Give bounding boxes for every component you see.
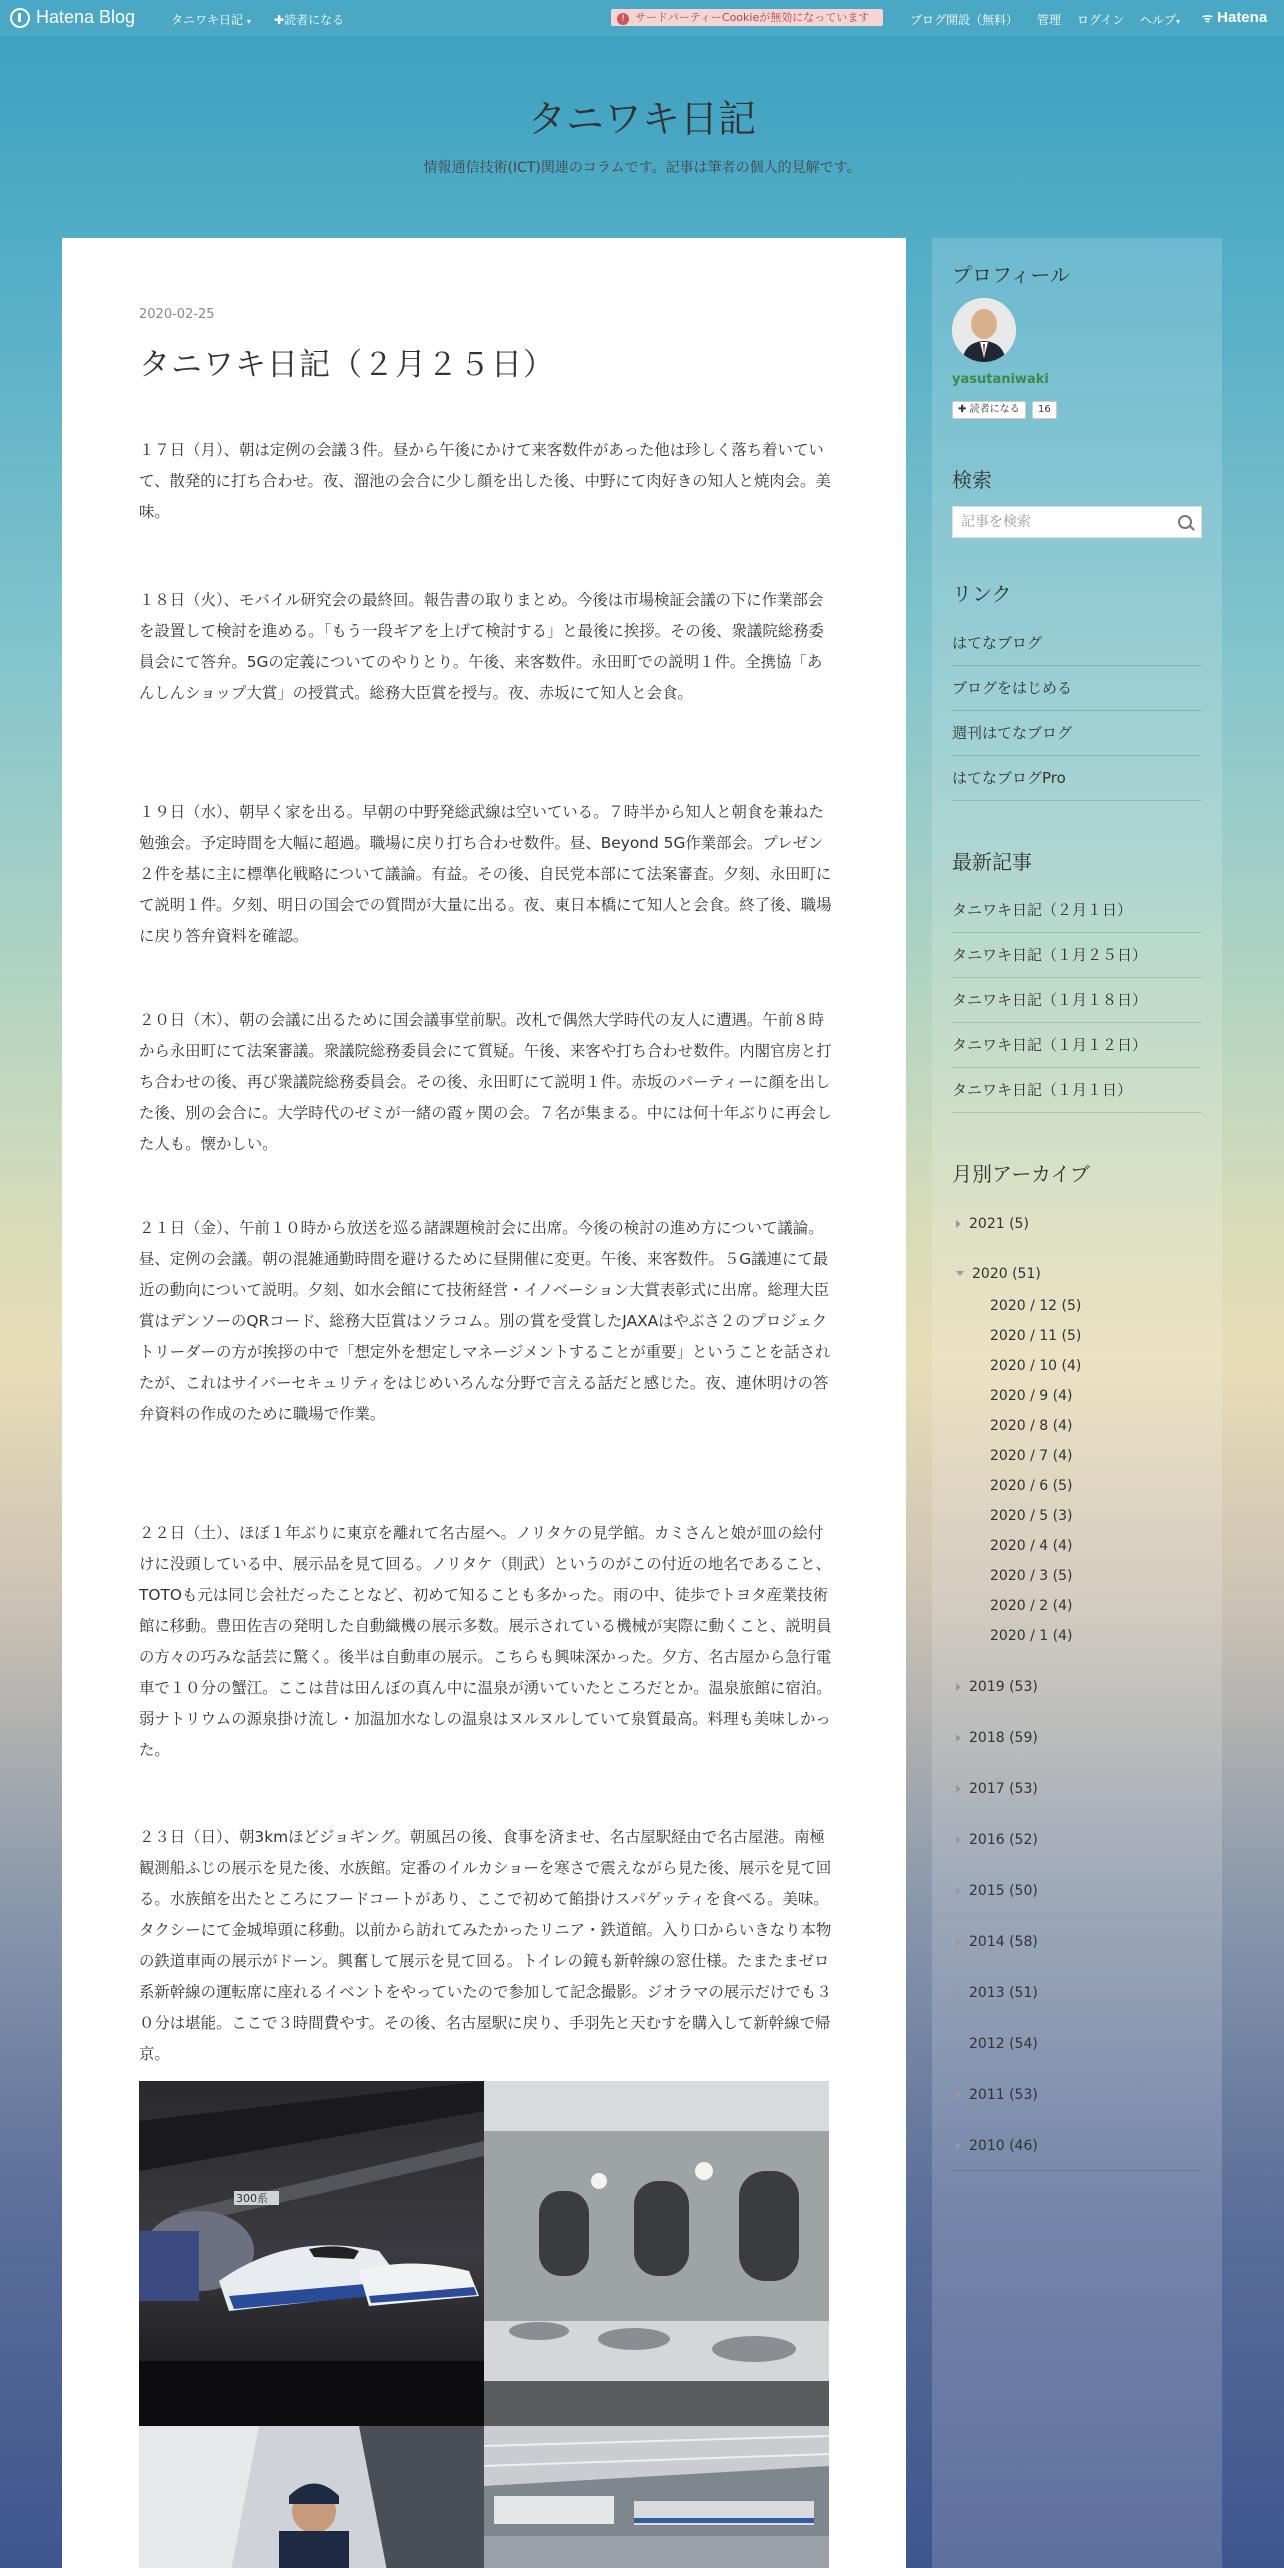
- archive-month[interactable]: 2020 / 10 (4): [990, 1358, 1082, 1374]
- links-list: [952, 621, 1202, 801]
- post-paragraph: ２２日（土）、ほぼ１年ぶりに東京を離れて名古屋へ。ノリタケの見学館。カミさんと娘が皿の絵付けに没頭している中、展示品を見て回る。ノリタケ（則武）というのがこの付近の地名であること、TOTOも元は同じ会社だったことなど、初めて知ることも多かった。雨の中、徒歩でトヨタ産業技術館に移動。豊田佐吉の発明した自動織機の展示多数。展示されている機械が実際に動くこと、説明員の方々の巧みな話芸に驚く。後半は自動車の展示。こちらも興味深かった。夕方、名古屋から急行電車で１０分の蟹江。ここは昔は田んぼの真ん中に温泉が湧いていたところだとか。温泉旅館に宿泊。弱ナトリウムの源泉掛け流し・加温加水なしの温泉はヌルヌルしていて泉質最高。料理も美味しかった。: [139, 1524, 832, 1759]
- recent-post-item[interactable]: タニワキ日記（１月２５日）: [952, 933, 1202, 978]
- recent-posts-list: [952, 888, 1202, 1113]
- post-paragraph: ２３日（日）、朝3kmほどジョギング。朝風呂の後、食事を済ませ、名古屋駅経由で名古屋港。南極観測船ふじの展示を見た後、水族館。定番のイルカショーを寒さで震えながら見た後、展示を見て回る。水族館を出たところにフードコートがあり、ここで初めて餡掛けスパゲッティを食べる。美味。タクシーにて金城埠頭に移動。以前から訪れてみたかったリニア・鉄道館。入り口からいきなり本物の鉄道車両の展示がドーン。興奮して展示を見て回る。トイレの鏡も新幹線の窓仕様。たまたまゼロ系新幹線の運転席に座れるイベントをやっていたので参加して記念撮影。ジオラマの展示だけでも３０分は堪能。ここで３時間費やす。その後、名古屋駅に戻り、手羽先と天むすを購入して新幹線で帰京。: [139, 1828, 832, 2063]
- chevron-right-icon: [956, 2040, 961, 2048]
- help-dropdown[interactable]: [1140, 11, 1180, 28]
- archive-year[interactable]: [952, 1881, 1038, 1901]
- archive-year-label: 2019 (53): [969, 1679, 1038, 1695]
- archive-month[interactable]: 2020 / 1 (4): [990, 1628, 1073, 1644]
- link-item[interactable]: ブログをはじめる: [952, 666, 1202, 711]
- sidebar: [932, 238, 1222, 2568]
- chevron-right-icon: [956, 1734, 961, 1742]
- post-title[interactable]: タニワキ日記（２月２５日）: [139, 347, 555, 383]
- archive-year-label: 2018 (59): [969, 1730, 1038, 1746]
- cookie-notice[interactable]: [611, 9, 883, 26]
- caret-down-icon: ▾: [1176, 17, 1181, 26]
- chevron-right-icon: [956, 2142, 961, 2150]
- post-paragraph: １９日（水）、朝早く家を出る。早朝の中野発総武線は空いている。７時半から知人と朝食を兼ねた勉強会。予定時間を大幅に超過。職場に戻り打ち合わせ数件。昼、Beyond 5G作業部会。プレゼン２件を基に主に標準化戦略について議論。有益。その後、自民党本部にて法案審査。夕刻、永田町にて説明１件。夕刻、明日の国会での質問が大量に出る。夜、東日本橋にて知人と会食。終了後、職場に戻り答弁資料を確認。: [139, 803, 832, 945]
- archive-month[interactable]: 2020 / 2 (4): [990, 1598, 1073, 1614]
- hatena-leaf-icon: ᯤ: [1202, 11, 1213, 25]
- global-header: [0, 0, 1284, 36]
- post-paragraph: ２０日（木）、朝の会議に出るために国会議事堂前駅。改札で偶然大学時代の友人に遭遇。午前８時から永田町にて法案審議。衆議院総務委員会にて質疑。午後、来客や打ち合わせ数件。内閣官房と打ち合わせの後、再び衆議院総務委員会。その後、永田町にて説明１件。赤坂のパーティーに顔を出した後、別の会合に。大学時代のゼミが一緒の霞ヶ関の会。７名が集まる。中には何十年ぶりに再会した人も。懐かしい。: [139, 1011, 832, 1153]
- archive-year[interactable]: [952, 2136, 1038, 2156]
- archive-year-label: 2014 (58): [969, 1934, 1038, 1950]
- plus-icon: ✚: [274, 13, 285, 27]
- archive-year-label: 2013 (51): [969, 1985, 1038, 2001]
- chevron-right-icon: [956, 2091, 961, 2099]
- archive-year-label: 2020 (51): [972, 1266, 1041, 1282]
- search-input[interactable]: [959, 507, 1163, 537]
- archive-month[interactable]: 2020 / 9 (4): [990, 1388, 1073, 1404]
- avatar[interactable]: [952, 298, 1016, 362]
- blog-menu-label: タニワキ日記: [171, 13, 244, 27]
- link-item[interactable]: 週刊はてなブログ: [952, 711, 1202, 756]
- archive-month[interactable]: 2020 / 6 (5): [990, 1478, 1073, 1494]
- cookie-notice-text: サードパーティーCookieが無効になっています: [635, 11, 870, 24]
- hatena-blog-logo[interactable]: [10, 7, 135, 28]
- subscribe-button-label: 読者になる: [969, 404, 1020, 415]
- photo-shinkansen-trains[interactable]: [139, 2081, 484, 2426]
- subscribe-button[interactable]: [952, 401, 1026, 419]
- chevron-right-icon: [956, 1938, 961, 1946]
- chevron-right-icon: [956, 1683, 961, 1691]
- post-paragraph: １７日（月）、朝は定例の会議３件。昼から午後にかけて来客数件があった他は珍しく落ち着いていて、散発的に打ち合わせ。夜、溜池の会合に少し顔を出した後、中野にて肉好きの知人と焼肉会。美味。: [139, 441, 831, 521]
- recent-post-item[interactable]: タニワキ日記（１月１２日）: [952, 1023, 1202, 1068]
- archive-year-label: 2015 (50): [969, 1883, 1038, 1899]
- hatena-text: Hatena: [1217, 9, 1268, 26]
- admin-link[interactable]: 管理: [1037, 13, 1062, 27]
- archive-year-expanded[interactable]: [952, 1264, 1041, 1284]
- chevron-right-icon: [956, 1220, 961, 1228]
- archive-year[interactable]: [952, 1983, 1038, 2003]
- post-paragraph: ２１日（金）、午前１０時から放送を巡る諸課題検討会に出席。今後の検討の進め方について議論。昼、定例の会議。朝の混雑通勤時間を避けるために昼開催に変更。午後、来客数件。５G議連にて最近の動向について説明。夕刻、如水会館にて技術経営・イノベーション大賞表彰式に出席。総理大臣賞はデンソーのQRコード、総務大臣賞はソラコム。別の賞を受賞したJAXAはやぶさ２のプロジェクトリーダーの方が挨拶の中で「想定外を想定しマネージメントすることが重要」ということを話されたが、これはサイバーセキュリティをはじめいろんな分野で言える話だと感じた。夜、連休明けの答弁資料の作成のために職場で作業。: [139, 1219, 831, 1423]
- archive-month[interactable]: 2020 / 5 (3): [990, 1508, 1073, 1524]
- archive-year[interactable]: [952, 1677, 1038, 1697]
- link-item[interactable]: はてなブログ: [952, 621, 1202, 666]
- link-item[interactable]: はてなブログPro: [952, 756, 1202, 801]
- archive-month[interactable]: 2020 / 3 (5): [990, 1568, 1073, 1584]
- reader-count: 16: [1032, 401, 1057, 419]
- chevron-right-icon: [956, 1887, 961, 1895]
- photo-museum-hall[interactable]: [484, 2426, 829, 2568]
- recent-post-item[interactable]: タニワキ日記（１月１８日）: [952, 978, 1202, 1023]
- plus-icon: ✚: [958, 404, 967, 415]
- archive-year-label: 2017 (53): [969, 1781, 1038, 1797]
- article: [62, 238, 906, 2568]
- archive-month[interactable]: 2020 / 11 (5): [990, 1328, 1082, 1344]
- search-heading: 検索: [952, 468, 992, 492]
- recent-post-item[interactable]: タニワキ日記（１月１日）: [952, 1068, 1202, 1113]
- search-icon[interactable]: [1178, 515, 1192, 529]
- blog-title[interactable]: タニワキ日記: [527, 97, 756, 141]
- blog-description: 情報通信技術(ICT)関連のコラムです。記事は筆者の個人的見解です。: [423, 160, 861, 176]
- archive-month[interactable]: 2020 / 12 (5): [990, 1298, 1082, 1314]
- post-date[interactable]: 2020-02-25: [139, 307, 215, 322]
- post-paragraph: １８日（火）、モバイル研究会の最終回。報告書の取りまとめ。今後は市場検証会議の下に作業部会を設置して検討を進める。「もう一段ギアを上げて検討する」と最後に挨拶。その後、衆議院総務委員会にて答弁。5Gの定義についてのやりとり。午後、来客数件。永田町での説明１件。全携協「あんしんショップ大賞」の授賞式。総務大臣賞を授与。夜、赤坂にて知人と会食。: [139, 591, 824, 702]
- links-heading: リンク: [952, 582, 1012, 606]
- chevron-down-icon: [956, 1271, 964, 1276]
- caret-down-icon: ▾: [246, 17, 251, 26]
- photo-grid: [139, 2081, 829, 2568]
- blog-menu-dropdown[interactable]: [171, 11, 251, 28]
- archive-year-label: 2011 (53): [969, 2087, 1038, 2103]
- hatena-logo[interactable]: [1202, 9, 1267, 26]
- profile-username[interactable]: yasutaniwaki: [952, 372, 1049, 387]
- train-label: 300系: [236, 2192, 268, 2205]
- archive-year[interactable]: [952, 1830, 1038, 1850]
- login-link[interactable]: ログイン: [1077, 13, 1125, 27]
- archive-month[interactable]: 2020 / 4 (4): [990, 1538, 1073, 1554]
- subscribe-label: 読者になる: [284, 13, 345, 27]
- archive-month[interactable]: 2020 / 7 (4): [990, 1448, 1073, 1464]
- archive-month[interactable]: 2020 / 8 (4): [990, 1418, 1073, 1434]
- archive-divider: [952, 2170, 1202, 2171]
- archive-year-label: 2021 (5): [969, 1216, 1029, 1232]
- logo-text: Hatena Blog: [36, 7, 136, 27]
- archive-year[interactable]: [952, 1779, 1038, 1799]
- archive-year[interactable]: [952, 1214, 1029, 1234]
- subscribe-link[interactable]: [274, 11, 344, 28]
- archive-heading: 月別アーカイブ: [952, 1162, 1090, 1186]
- archive-year[interactable]: [952, 1932, 1038, 1952]
- archive-year[interactable]: [952, 2085, 1038, 2105]
- warning-icon: !: [617, 13, 629, 25]
- help-label: ヘルプ: [1140, 13, 1177, 27]
- chevron-right-icon: [956, 1989, 961, 1997]
- chevron-right-icon: [956, 1836, 961, 1844]
- photo-train-washroom[interactable]: [484, 2081, 829, 2426]
- hatena-logo-icon: [10, 8, 30, 28]
- chevron-right-icon: [956, 1785, 961, 1793]
- archive-year-label: 2016 (52): [969, 1832, 1038, 1848]
- photo-drivers-seat[interactable]: [139, 2426, 484, 2568]
- recent-post-item[interactable]: タニワキ日記（２月１日）: [952, 888, 1202, 933]
- archive-year[interactable]: [952, 2034, 1038, 2054]
- recent-heading: 最新記事: [952, 850, 1032, 874]
- search-box: [952, 506, 1202, 538]
- profile-heading: プロフィール: [952, 263, 1070, 287]
- open-blog-link[interactable]: ブログ開設（無料）: [910, 13, 1019, 27]
- archive-year-label: 2012 (54): [969, 2036, 1038, 2052]
- archive-year[interactable]: [952, 1728, 1038, 1748]
- archive-year-label: 2010 (46): [969, 2138, 1038, 2154]
